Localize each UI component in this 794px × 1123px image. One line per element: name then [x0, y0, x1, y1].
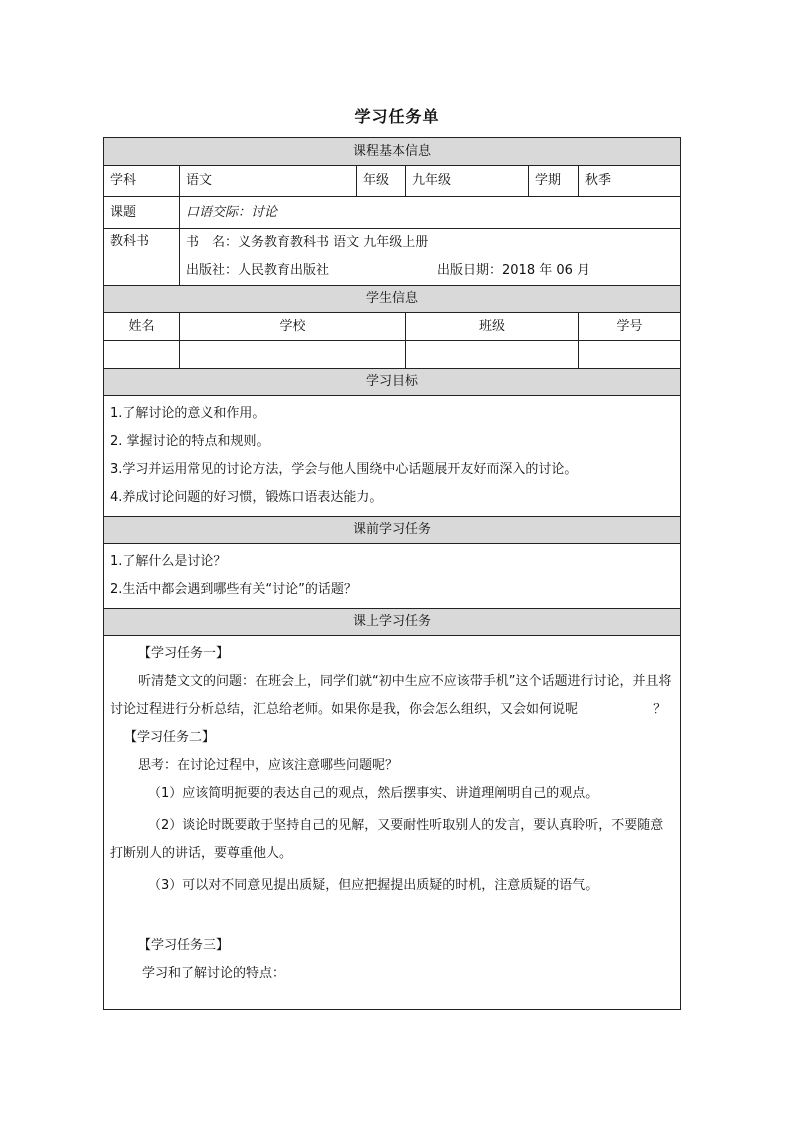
section-header-basic: 课程基本信息 [104, 138, 681, 166]
goals-list [104, 396, 681, 517]
subject-value: 语文 [180, 166, 357, 197]
task3-title: 【学习任务三】 [138, 938, 230, 953]
page-title: 学习任务单 [354, 107, 440, 126]
subject-label: 学科 [104, 166, 180, 197]
task1-title: 【学习任务一】 [138, 646, 230, 661]
student-header-class: 班级 [406, 313, 579, 341]
goal-item: 1.了解讨论的意义和作用。 [110, 406, 266, 421]
task2-question: 思考：在讨论过程中，应该注意哪些问题呢？ [138, 758, 399, 773]
section-header-class-tasks: 课上学习任务 [104, 609, 681, 636]
student-name-cell[interactable] [104, 341, 180, 369]
goal-item: 3.学习并运用常见的讨论方法，学会与他人围绕中心话题展开友好而深入的讨论。 [110, 462, 578, 477]
textbook-label: 教科书 [104, 229, 180, 286]
task1-text: 听清楚文文的问题：在班会上，同学们就“初中生应不应该带手机”这个话题进行讨论，并且将讨论过程进行分析总结，汇总给老师。如果你是我，你会怎么组织，又会如何说呢 [110, 674, 672, 717]
section-header-goals: 学习目标 [104, 369, 681, 396]
student-header-name: 姓名 [104, 313, 180, 341]
publish-date: 出版日期：2018 年 06 月 [437, 263, 591, 278]
publisher: 出版社：人民教育出版社 [186, 263, 330, 278]
task2-title: 【学习任务二】 [124, 730, 216, 745]
book-name: 书 名：义务教育教科书 语文 九年级上册 [186, 235, 429, 250]
textbook-info [180, 229, 681, 286]
student-number-cell[interactable] [579, 341, 681, 369]
term-label: 学期 [529, 166, 579, 197]
student-class-cell[interactable] [406, 341, 579, 369]
goal-item: 2. 掌握讨论的特点和规则。 [110, 434, 270, 449]
term-value: 秋季 [579, 166, 681, 197]
topic-label: 课题 [104, 197, 180, 229]
task3-text: 学习和了解讨论的特点： [142, 966, 286, 981]
task1-question-mark: ？ [653, 702, 667, 717]
publisher-line [186, 257, 674, 285]
topic-value: 口语交际：讨论 [180, 197, 681, 229]
student-school-cell[interactable] [180, 341, 406, 369]
pre-task-list [104, 544, 681, 609]
student-header-number: 学号 [579, 313, 681, 341]
grade-label: 年级 [357, 166, 406, 197]
task2-item: （1）应该简明扼要的表达自己的观点，然后摆事实、讲道理阐明自己的观点。 [148, 786, 599, 801]
goal-item: 4.养成讨论问题的好习惯，锻炼口语表达能力。 [110, 490, 383, 505]
task2-item: （3）可以对不同意见提出质疑，但应把握提出质疑的时机，注意质疑的语气。 [148, 878, 599, 893]
class-task-content [104, 636, 681, 1010]
task2-item: （2）谈论时既要敢于坚持自己的见解，又要耐性听取别人的发言，要认真聆听，不要随意打断别人的讲话，要尊重他人。 [110, 818, 664, 861]
grade-value: 九年级 [406, 166, 529, 197]
task-sheet-table [103, 137, 681, 1010]
pre-task-item: 1.了解什么是讨论？ [110, 554, 227, 569]
section-header-pre-tasks: 课前学习任务 [104, 517, 681, 544]
pre-task-item: 2.生活中都会遇到哪些有关“讨论”的话题？ [110, 582, 357, 597]
section-header-student: 学生信息 [104, 286, 681, 313]
blank-line [110, 900, 674, 928]
student-header-school: 学校 [180, 313, 406, 341]
